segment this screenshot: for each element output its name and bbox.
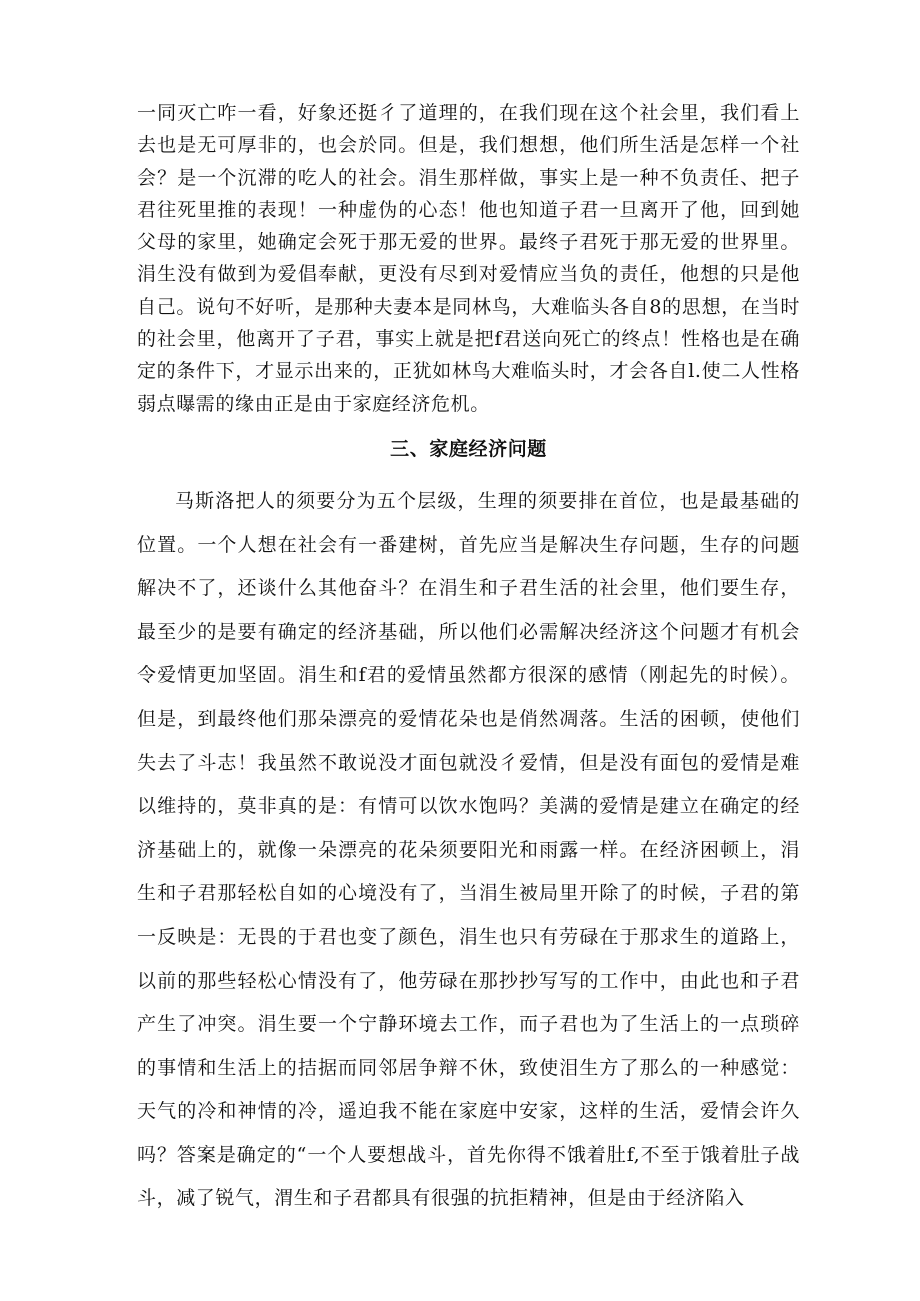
body-paragraph-2: 马斯洛把人的须要分为五个层级，生理的须要排在首位，也是最基础的位置。一个人想在社会有一番建树，首先应当是解决生存问题，生存的问题解决不了，还谈什么其他奋斗？在涓生和子君生活的社会里，他们要生存，最至少的是要有确定的经济基础，所以他们必需解决经济这个问题才有机会令爱情更加坚固。涓生和f君的爱情虽然都方很深的感情（刚起先的时候）。但是，到最终他们那朵漂亮的爱情花朵也是俏然凋落。生活的困顿，使他们失去了斗志！我虽然不敢说没才面包就没彳爱情，但是没有面包的爱情是难以维持的，莫非真的是：有情可以饮水饱吗？美满的爱情是建立在确定的经济基础上的，就像一朵漂亮的花朵须要阳光和雨露一样。在经济困顿上，涓生和子君那轻松自如的心境没有了，当涓生被局里开除了的时候，子君的第一反映是：无畏的于君也变了颜色，涓生也只有劳碌在于那求生的道路上，以前的那些轻松心情没有了，他劳碌在那抄抄写写的工作中，由此也和子君产生了冲突。涓生要一个宁静环境去工作，而子君也为了生活上的一点琐碎的事情和生活上的拮据而同邻居争辩不休，致使泪生方了那么的一种感觉：天气的冷和神情的冷，遥迫我不能在家庭中安家，这样的生活，爱情会许久吗？答案是确定的“一个人要想战斗，首先你得不饿着肚f,不至于饿着肚子战斗，减了锐气，渭生和子君都具有很强的抗拒精神，但是由于经济陷入 bbox=[137, 489, 800, 1210]
body-paragraph-1: 一同灭亡咋一看，好象还挺彳了道理的，在我们现在这个社会里，我们看上去也是无可厚非的，也会於同。但是，我们想想，他们所生活是怎样一个社会？是一个沉滞的吃人的社会。涓生那样做，事实上是一种不负责任、把子君往死里推的表现！一种虚伪的心态！他也知道子君一旦离开了他，回到她父母的家里，她确定会死于那无爱的世界。最终子君死于那无爱的世界里。涓生没有做到为爱倡奉献，更没有尽到对爱情应当负的责任，他想的只是他自己。说句不好听，是那种夫妻本是同林鸟，大难临头各自8的思想，在当时的社会里，他离开了子君，事实上就是把f君送向死亡的终点！性格也是在确定的条件下，才显示出来的，正犹如林鸟大难临头时，才会各自l.使二人性格弱点曝需的缘由正是由于家庭经济危机。 bbox=[137, 102, 800, 415]
section-heading: 三、家庭经济问题 bbox=[390, 437, 547, 460]
